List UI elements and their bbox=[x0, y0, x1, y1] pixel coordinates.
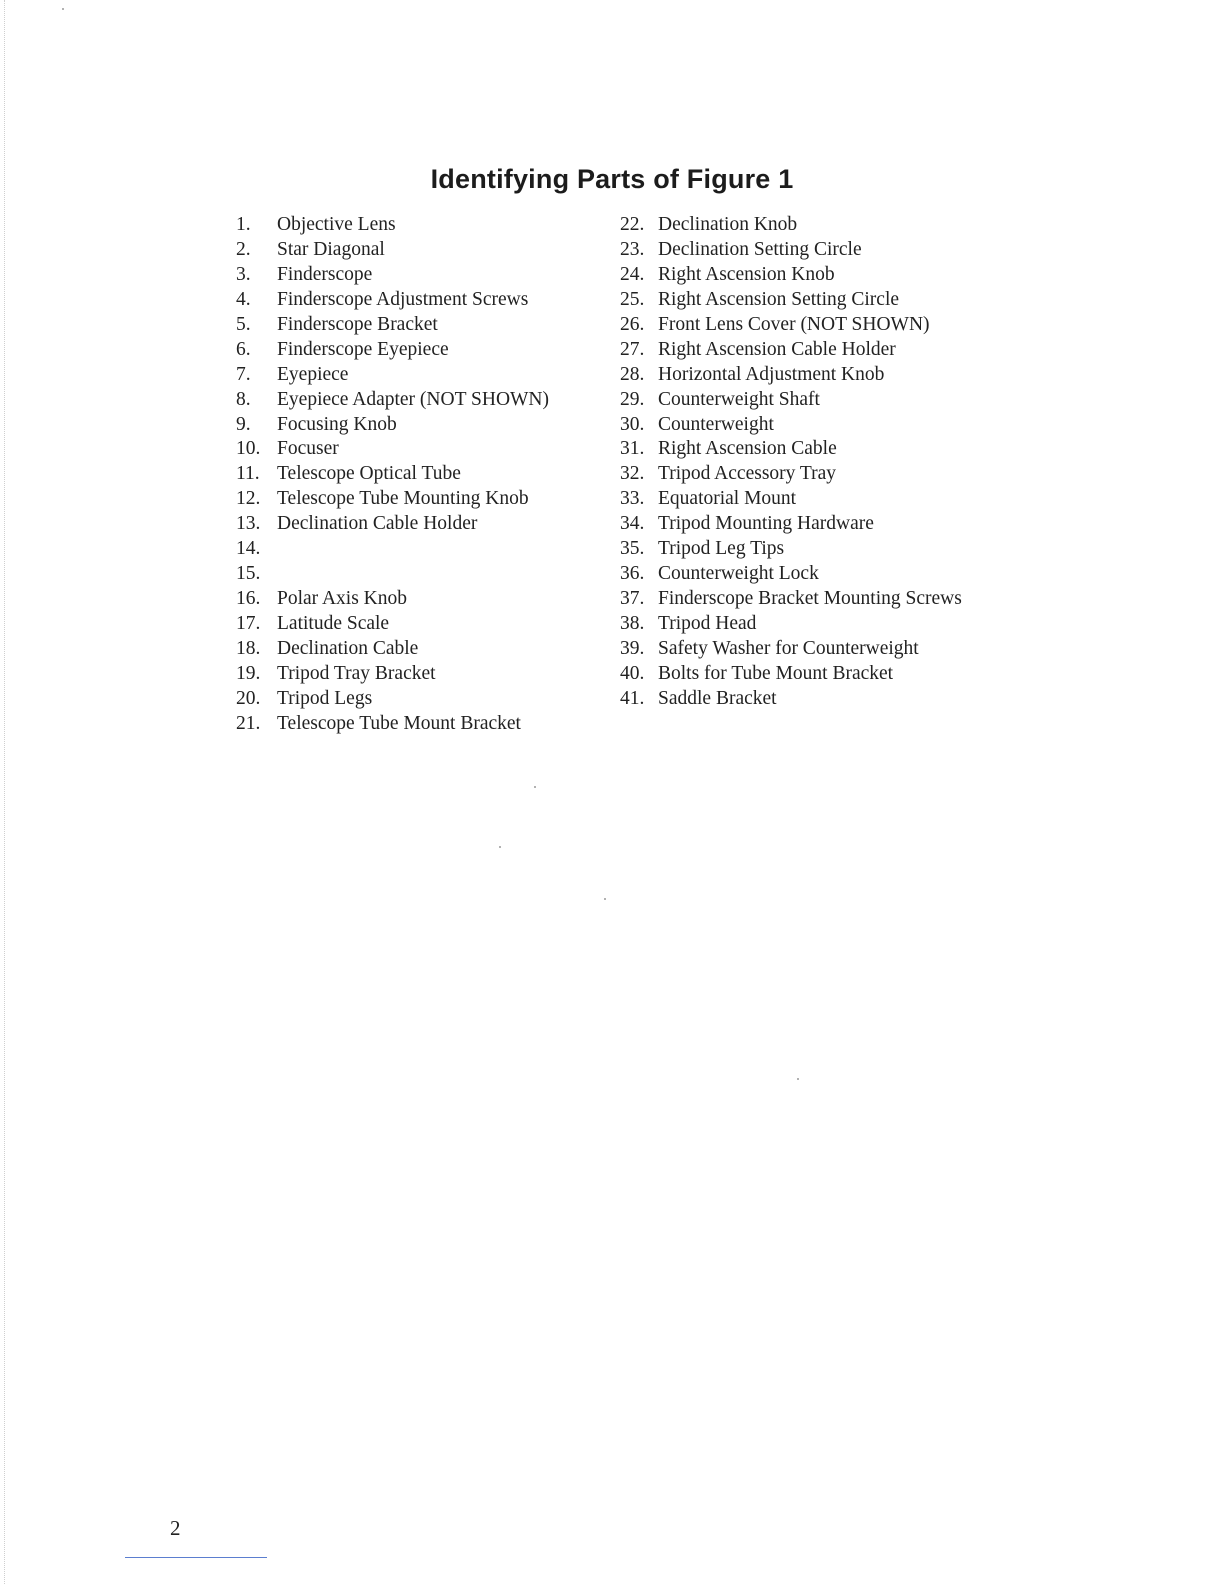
part-name: Focuser bbox=[277, 438, 339, 460]
part-item bbox=[236, 561, 596, 586]
part-item bbox=[236, 312, 596, 337]
part-name: Horizontal Adjustment Knob bbox=[658, 363, 885, 385]
part-item bbox=[620, 312, 1020, 337]
part-number: 24. bbox=[620, 263, 645, 285]
part-item bbox=[620, 486, 1020, 511]
scan-speck bbox=[62, 8, 64, 10]
part-name: Right Ascension Setting Circle bbox=[658, 288, 900, 310]
part-name: Declination Knob bbox=[658, 214, 798, 235]
part-name: Counterweight Shaft bbox=[658, 388, 820, 410]
part-number: 34. bbox=[620, 513, 645, 535]
part-item bbox=[236, 586, 596, 611]
part-number: 26. bbox=[620, 313, 645, 335]
part-name: Saddle Bracket bbox=[658, 687, 777, 709]
part-name: Finderscope Bracket bbox=[277, 313, 438, 335]
part-item bbox=[236, 536, 596, 561]
part-name: Eyepiece Adapter (NOT SHOWN) bbox=[277, 388, 550, 410]
page-title: Identifying Parts of Figure 1 bbox=[430, 164, 794, 195]
part-number: 37. bbox=[620, 588, 645, 610]
part-name: Telescope Tube Mounting Knob bbox=[277, 488, 529, 510]
part-name: Tripod Accessory Tray bbox=[658, 463, 837, 485]
part-number: 13. bbox=[236, 513, 261, 535]
part-name: Right Ascension Cable bbox=[658, 438, 837, 460]
part-number: 14. bbox=[236, 538, 261, 560]
parts-list-left bbox=[236, 212, 596, 736]
part-number: 4. bbox=[236, 288, 251, 310]
part-name: Star Diagonal bbox=[277, 238, 385, 260]
part-item bbox=[620, 436, 1020, 461]
part-name: Declination Cable bbox=[277, 637, 419, 659]
part-name: Telescope Tube Mount Bracket bbox=[277, 712, 521, 734]
part-number: 32. bbox=[620, 463, 645, 485]
part-name: Declination Setting Circle bbox=[658, 238, 862, 260]
part-item bbox=[620, 611, 1020, 636]
part-item bbox=[620, 661, 1020, 686]
part-item bbox=[236, 436, 596, 461]
part-item bbox=[620, 511, 1020, 536]
part-name: Safety Washer for Counterweight bbox=[658, 637, 919, 659]
part-number: 8. bbox=[236, 388, 251, 410]
part-name: Tripod Leg Tips bbox=[658, 538, 785, 560]
part-name: Polar Axis Knob bbox=[277, 588, 408, 610]
scan-speck bbox=[604, 898, 606, 900]
parts-list-right bbox=[620, 212, 1020, 711]
part-name: Bolts for Tube Mount Bracket bbox=[658, 662, 894, 684]
part-item bbox=[236, 337, 596, 362]
part-item bbox=[236, 661, 596, 686]
part-name: Equatorial Mount bbox=[658, 488, 797, 510]
part-name: Finderscope Bracket Mounting Screws bbox=[658, 588, 962, 610]
part-number: 7. bbox=[236, 363, 251, 385]
part-item bbox=[620, 387, 1020, 412]
part-item bbox=[236, 287, 596, 312]
part-item bbox=[620, 362, 1020, 387]
scan-speck bbox=[499, 846, 501, 848]
part-name: Right Ascension Knob bbox=[658, 263, 835, 285]
part-number: 1. bbox=[236, 214, 251, 235]
part-item bbox=[236, 636, 596, 661]
part-item bbox=[236, 412, 596, 437]
part-item bbox=[236, 262, 596, 287]
part-item bbox=[620, 636, 1020, 661]
part-number: 38. bbox=[620, 613, 645, 634]
part-number: 40. bbox=[620, 662, 645, 684]
part-name: Counterweight Lock bbox=[658, 563, 819, 585]
part-number: 15. bbox=[236, 563, 261, 585]
part-number: 10. bbox=[236, 438, 261, 460]
part-item bbox=[236, 212, 596, 237]
part-number: 22. bbox=[620, 214, 645, 235]
part-item bbox=[620, 262, 1020, 287]
part-number: 3. bbox=[236, 263, 251, 285]
part-number: 18. bbox=[236, 637, 261, 659]
part-name: Finderscope Eyepiece bbox=[277, 338, 449, 360]
part-item bbox=[236, 387, 596, 412]
part-name: Right Ascension Cable Holder bbox=[658, 338, 896, 360]
part-number: 39. bbox=[620, 637, 645, 659]
part-number: 23. bbox=[620, 238, 645, 260]
part-number: 5. bbox=[236, 313, 251, 335]
part-number: 36. bbox=[620, 563, 645, 585]
part-number: 41. bbox=[620, 687, 645, 709]
part-name: Tripod Legs bbox=[277, 687, 373, 709]
part-number: 20. bbox=[236, 687, 261, 709]
part-name: Finderscope bbox=[277, 263, 373, 285]
part-number: 29. bbox=[620, 388, 645, 410]
part-item bbox=[236, 686, 596, 711]
part-name: Objective Lens bbox=[277, 214, 396, 235]
part-number: 9. bbox=[236, 413, 251, 435]
part-number: 33. bbox=[620, 488, 645, 510]
part-number: 30. bbox=[620, 413, 645, 435]
part-item bbox=[236, 362, 596, 387]
part-item bbox=[620, 287, 1020, 312]
part-item bbox=[236, 461, 596, 486]
part-number: 17. bbox=[236, 613, 261, 634]
scan-speck bbox=[797, 1078, 799, 1080]
part-item bbox=[620, 412, 1020, 437]
part-name: Counterweight bbox=[658, 413, 774, 435]
part-item bbox=[236, 237, 596, 262]
part-name: Declination Cable Holder bbox=[277, 513, 478, 535]
part-item bbox=[620, 686, 1020, 711]
part-item bbox=[620, 237, 1020, 262]
part-name: Latitude Scale bbox=[277, 613, 390, 634]
part-number: 35. bbox=[620, 538, 645, 560]
part-name: Front Lens Cover (NOT SHOWN) bbox=[658, 313, 930, 335]
part-item bbox=[236, 711, 596, 736]
part-item bbox=[236, 511, 596, 536]
part-name: Telescope Optical Tube bbox=[277, 463, 461, 485]
part-number: 27. bbox=[620, 338, 645, 360]
part-number: 21. bbox=[236, 712, 261, 734]
part-number: 11. bbox=[236, 463, 260, 485]
part-item bbox=[620, 561, 1020, 586]
part-item bbox=[620, 536, 1020, 561]
part-number: 12. bbox=[236, 488, 261, 510]
part-number: 28. bbox=[620, 363, 645, 385]
part-item bbox=[236, 486, 596, 511]
part-name: Focusing Knob bbox=[277, 413, 397, 435]
part-name: Finderscope Adjustment Screws bbox=[277, 288, 529, 310]
part-number: 2. bbox=[236, 238, 251, 260]
part-item bbox=[236, 611, 596, 636]
part-number: 6. bbox=[236, 338, 251, 360]
part-item bbox=[620, 212, 1020, 237]
part-item bbox=[620, 337, 1020, 362]
part-name: Tripod Mounting Hardware bbox=[658, 513, 874, 535]
scan-speck bbox=[534, 786, 536, 788]
part-number: 25. bbox=[620, 288, 645, 310]
part-number: 19. bbox=[236, 662, 261, 684]
part-name: Tripod Tray Bracket bbox=[277, 662, 436, 684]
part-number: 31. bbox=[620, 438, 645, 460]
part-item bbox=[620, 461, 1020, 486]
page-number: 2 bbox=[170, 1516, 181, 1540]
part-item bbox=[620, 586, 1020, 611]
part-name: Eyepiece bbox=[277, 363, 349, 385]
footer-rule bbox=[125, 1557, 267, 1558]
scan-edge-artifact bbox=[4, 0, 5, 1584]
part-name: Tripod Head bbox=[658, 613, 757, 634]
part-number: 16. bbox=[236, 588, 261, 610]
